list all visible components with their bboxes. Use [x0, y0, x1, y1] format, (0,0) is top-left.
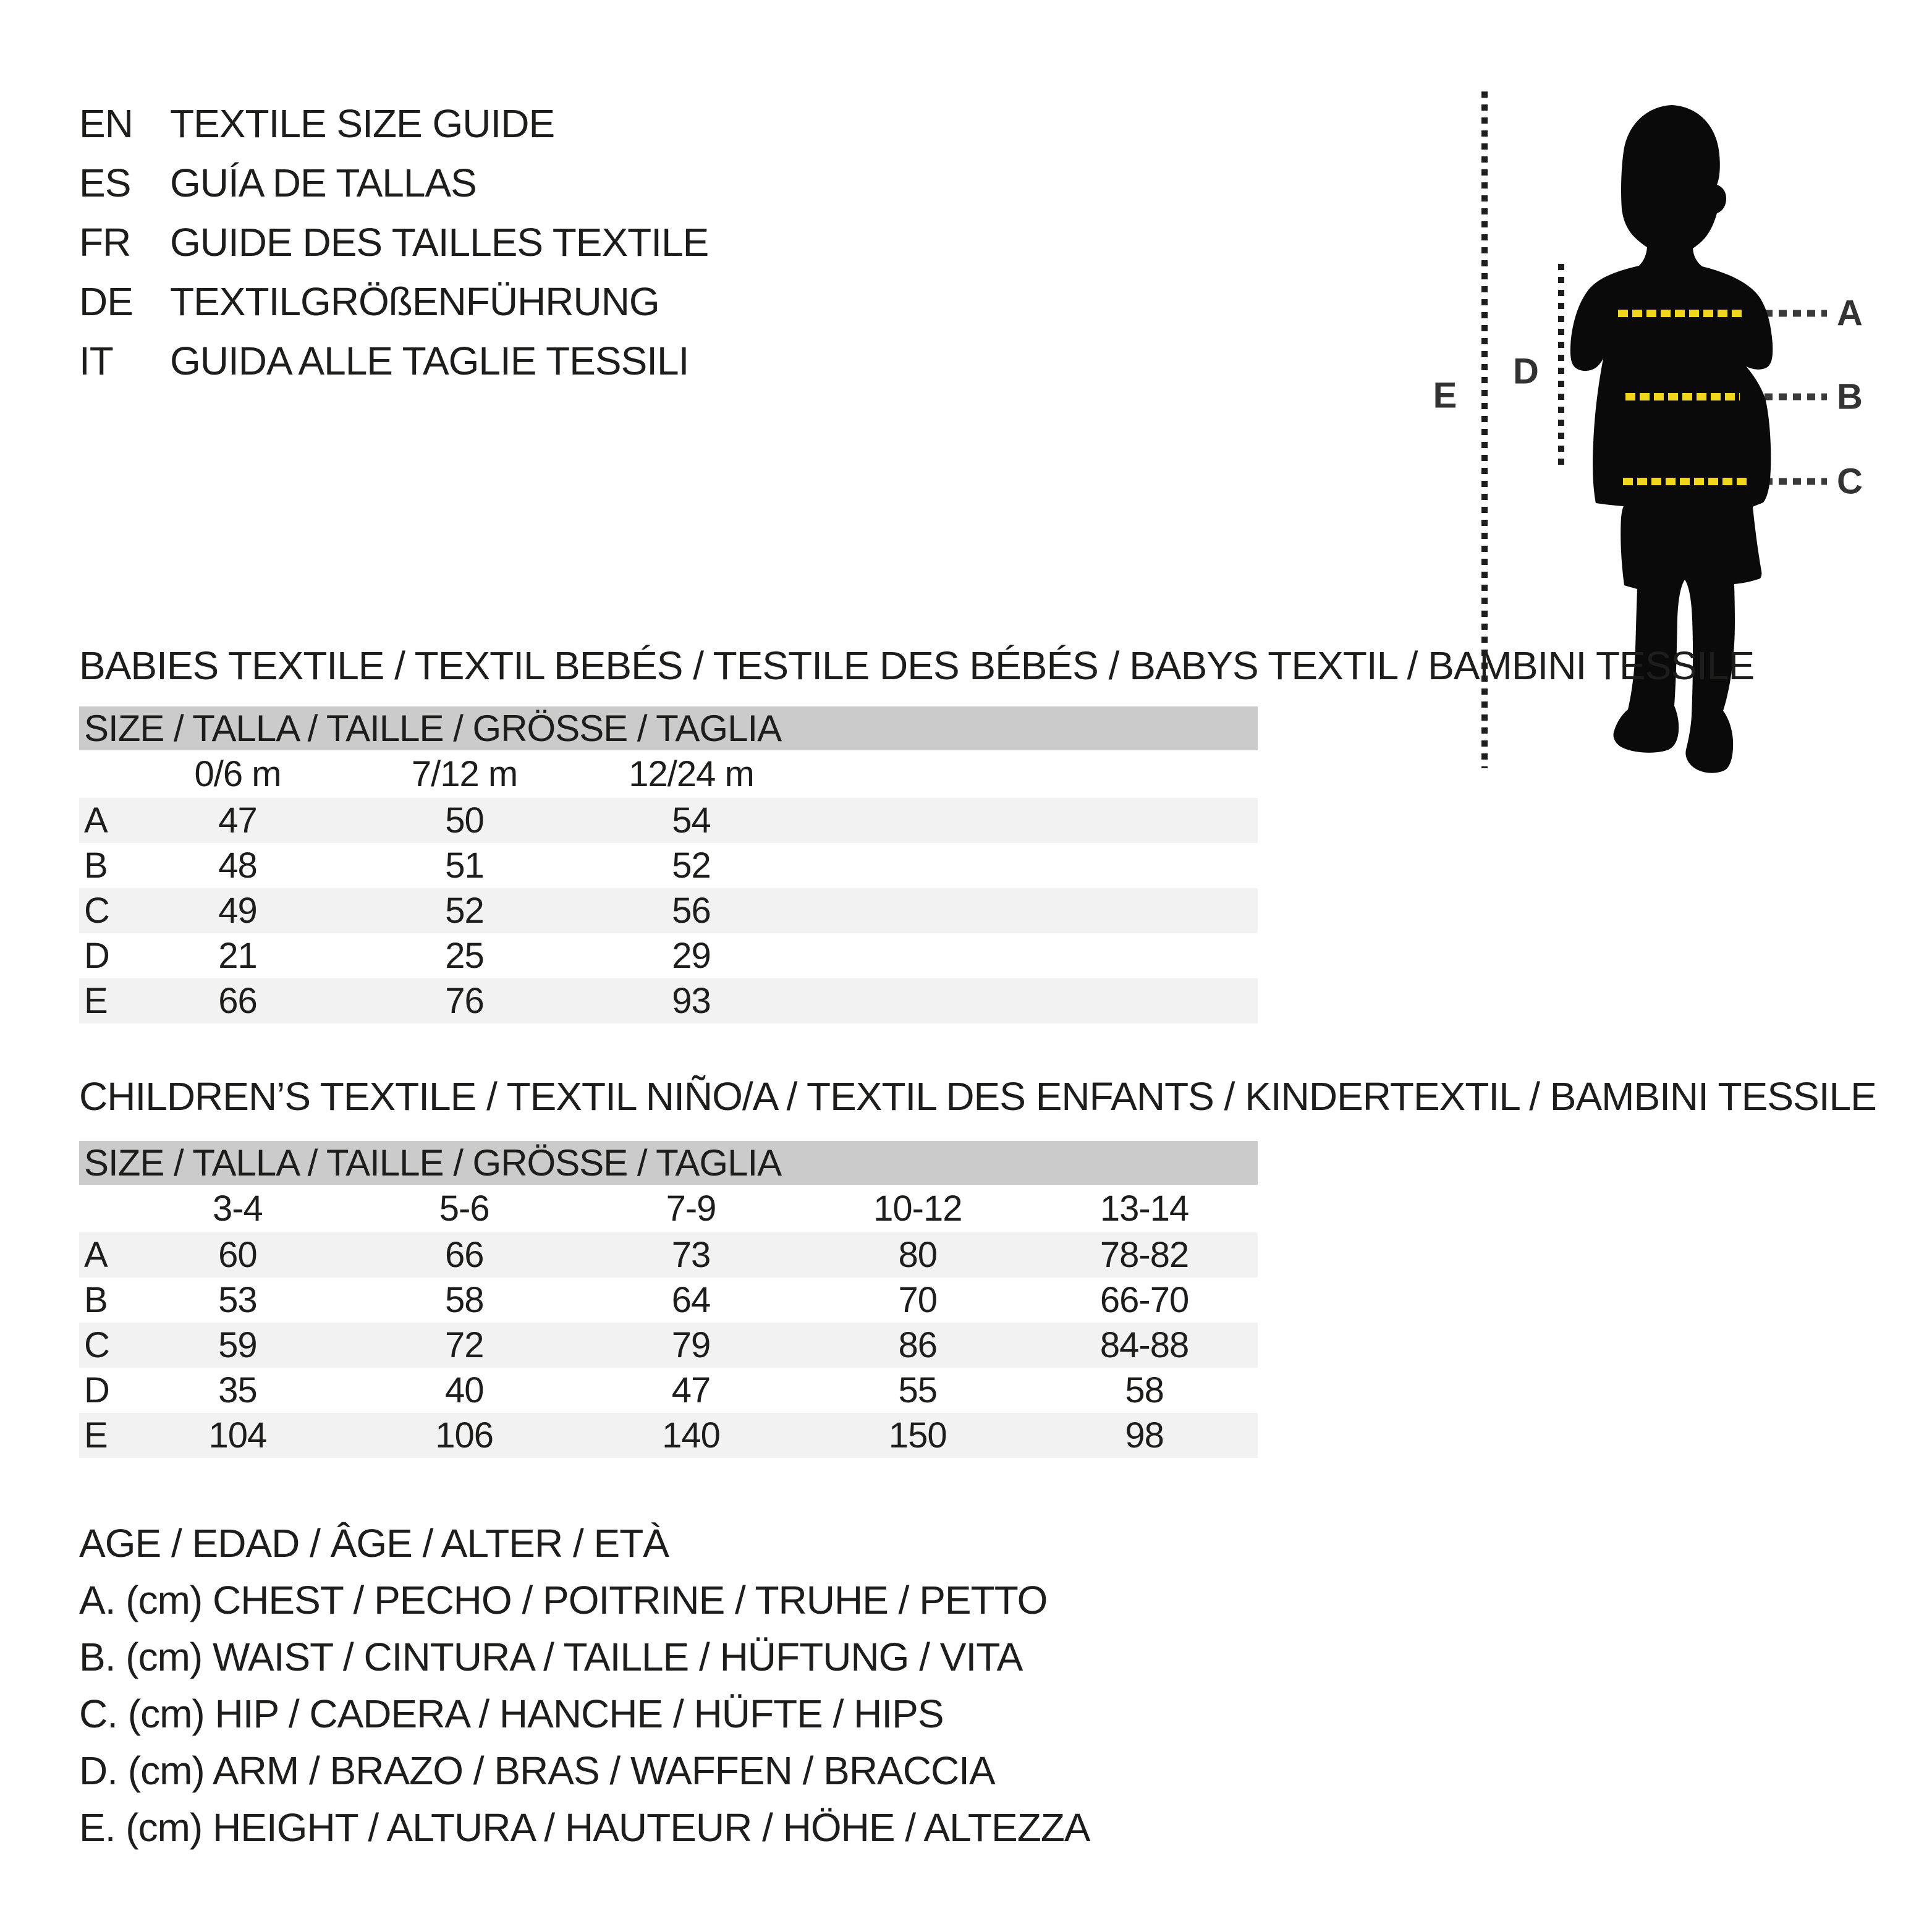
language-row — [79, 94, 708, 153]
row-label: E — [84, 981, 108, 1021]
size-header-bar: SIZE / TALLA / TAILLE / GRÖSSE / TAGLIA — [79, 1141, 1258, 1185]
empty-cell — [79, 750, 124, 798]
measure-label-c: C — [1837, 461, 1863, 502]
column-header-row — [79, 750, 1258, 798]
size-cell: 104 — [208, 1415, 267, 1455]
row-label: B — [84, 1280, 108, 1320]
size-cell: 50 — [445, 800, 484, 841]
size-cell: 78-82 — [1099, 1235, 1189, 1275]
column-header: 10-12 — [873, 1188, 962, 1229]
language-row — [79, 331, 708, 391]
empty-cell — [805, 843, 1258, 888]
row-label: C — [84, 1325, 109, 1365]
empty-cell — [805, 750, 1258, 798]
measurement-legend — [79, 1515, 1090, 1856]
table-row — [79, 1413, 1258, 1458]
size-cell: 66 — [218, 981, 257, 1021]
column-header: 7-9 — [666, 1188, 716, 1229]
row-label: E — [84, 1415, 108, 1455]
table-row — [79, 1232, 1258, 1277]
size-cell: 47 — [218, 800, 257, 841]
row-label: A — [84, 1235, 108, 1275]
table-row — [79, 843, 1258, 888]
table-row — [79, 1277, 1258, 1323]
size-cell: 58 — [1125, 1370, 1164, 1410]
size-cell: 140 — [662, 1415, 720, 1455]
table-row — [79, 1368, 1258, 1413]
size-cell: 51 — [445, 845, 484, 886]
size-cell: 106 — [435, 1415, 494, 1455]
size-cell: 59 — [218, 1325, 257, 1365]
language-code: EN — [79, 101, 133, 146]
row-label: D — [84, 936, 109, 976]
empty-cell — [805, 933, 1258, 978]
size-cell: 40 — [444, 1370, 484, 1410]
size-cell: 49 — [218, 891, 257, 931]
size-cell: 53 — [218, 1280, 257, 1320]
children-size-table — [79, 1141, 1258, 1458]
size-cell: 52 — [445, 891, 484, 931]
size-cell: 35 — [218, 1370, 257, 1410]
table-row — [79, 933, 1258, 978]
language-row — [79, 272, 708, 331]
children-section-heading: CHILDREN’S TEXTILE / TEXTIL NIÑO/A / TEXTIL DES ENFANTS / KINDERTEXTIL / BAMBINI TESSILE — [79, 1074, 1876, 1119]
size-cell: 47 — [671, 1370, 711, 1410]
empty-cell — [79, 1185, 124, 1232]
size-cell: 93 — [672, 981, 711, 1021]
column-header-row — [79, 1185, 1258, 1232]
size-cell: 58 — [444, 1280, 484, 1320]
size-cell: 56 — [672, 891, 711, 931]
table-row — [79, 1323, 1258, 1368]
guide-title: TEXTILGRÖßENFÜHRUNG — [170, 279, 659, 324]
legend-line-height: E. (cm) HEIGHT / ALTURA / HAUTEUR / HÖHE / ALTEZZA — [79, 1805, 1090, 1850]
size-cell: 73 — [671, 1235, 711, 1275]
language-title-list — [79, 94, 708, 391]
measure-label-b: B — [1837, 376, 1863, 417]
column-header: 12/24 m — [629, 754, 754, 794]
column-header: 13-14 — [1099, 1188, 1189, 1229]
language-row — [79, 213, 708, 272]
row-label: B — [84, 845, 108, 886]
guide-title: GUIDA ALLE TAGLIE TESSILI — [170, 339, 689, 383]
size-cell: 80 — [898, 1235, 938, 1275]
size-cell: 29 — [672, 936, 711, 976]
column-header: 3-4 — [212, 1188, 263, 1229]
column-header: 0/6 m — [194, 754, 281, 794]
guide-title: TEXTILE SIZE GUIDE — [170, 101, 555, 146]
measurement-figure — [1409, 62, 1932, 834]
size-header-bar: SIZE / TALLA / TAILLE / GRÖSSE / TAGLIA — [79, 706, 1258, 750]
empty-cell — [805, 978, 1258, 1023]
language-row — [79, 153, 708, 213]
legend-line-waist: B. (cm) WAIST / CINTURA / TAILLE / HÜFTUNG / VITA — [79, 1635, 1023, 1679]
babies-section-heading: BABIES TEXTILE / TEXTIL BEBÉS / TESTILE DES BÉBÉS / BABYS TEXTIL / BAMBINI TESSILE — [79, 643, 1755, 688]
legend-line-hip: C. (cm) HIP / CADERA / HANCHE / HÜFTE / HIPS — [79, 1692, 944, 1736]
column-header: 7/12 m — [411, 754, 518, 794]
size-cell: 48 — [218, 845, 257, 886]
size-cell: 76 — [445, 981, 484, 1021]
size-cell: 54 — [672, 800, 711, 841]
empty-cell — [805, 888, 1258, 933]
empty-cell — [805, 798, 1258, 843]
size-cell: 79 — [671, 1325, 711, 1365]
language-code: DE — [79, 279, 133, 324]
measure-label-a: A — [1837, 293, 1863, 334]
language-code: FR — [79, 220, 131, 265]
size-cell: 66-70 — [1099, 1280, 1189, 1320]
legend-line-chest: A. (cm) CHEST / PECHO / POITRINE / TRUHE / PETTO — [79, 1578, 1048, 1622]
size-header-row — [79, 1141, 1258, 1185]
measure-label-d: D — [1513, 351, 1539, 392]
measure-label-e: E — [1433, 375, 1457, 416]
table-row — [79, 888, 1258, 933]
size-header-row — [79, 706, 1258, 750]
size-cell: 25 — [445, 936, 484, 976]
legend-line-arm: D. (cm) ARM / BRAZO / BRAS / WAFFEN / BRACCIA — [79, 1748, 995, 1793]
size-cell: 150 — [888, 1415, 947, 1455]
size-cell: 86 — [898, 1325, 938, 1365]
column-header: 5-6 — [439, 1188, 489, 1229]
size-cell: 52 — [672, 845, 711, 886]
language-code: IT — [79, 339, 113, 383]
language-code: ES — [79, 161, 131, 205]
table-row — [79, 978, 1258, 1023]
guide-title: GUIDE DES TAILLES TEXTILE — [170, 220, 709, 265]
guide-title: GUÍA DE TALLAS — [170, 161, 477, 205]
size-cell: 64 — [671, 1280, 711, 1320]
row-label: A — [84, 800, 108, 841]
table-row — [79, 798, 1258, 843]
row-label: D — [84, 1370, 109, 1410]
size-cell: 72 — [444, 1325, 484, 1365]
size-cell: 70 — [898, 1280, 938, 1320]
size-cell: 84-88 — [1099, 1325, 1189, 1365]
size-cell: 55 — [898, 1370, 938, 1410]
babies-size-table — [79, 706, 1258, 1023]
size-cell: 60 — [218, 1235, 257, 1275]
size-cell: 21 — [218, 936, 257, 976]
size-cell: 98 — [1125, 1415, 1164, 1455]
size-cell: 66 — [444, 1235, 484, 1275]
row-label: C — [84, 891, 109, 931]
legend-line-age: AGE / EDAD / ÂGE / ALTER / ETÀ — [79, 1521, 669, 1566]
